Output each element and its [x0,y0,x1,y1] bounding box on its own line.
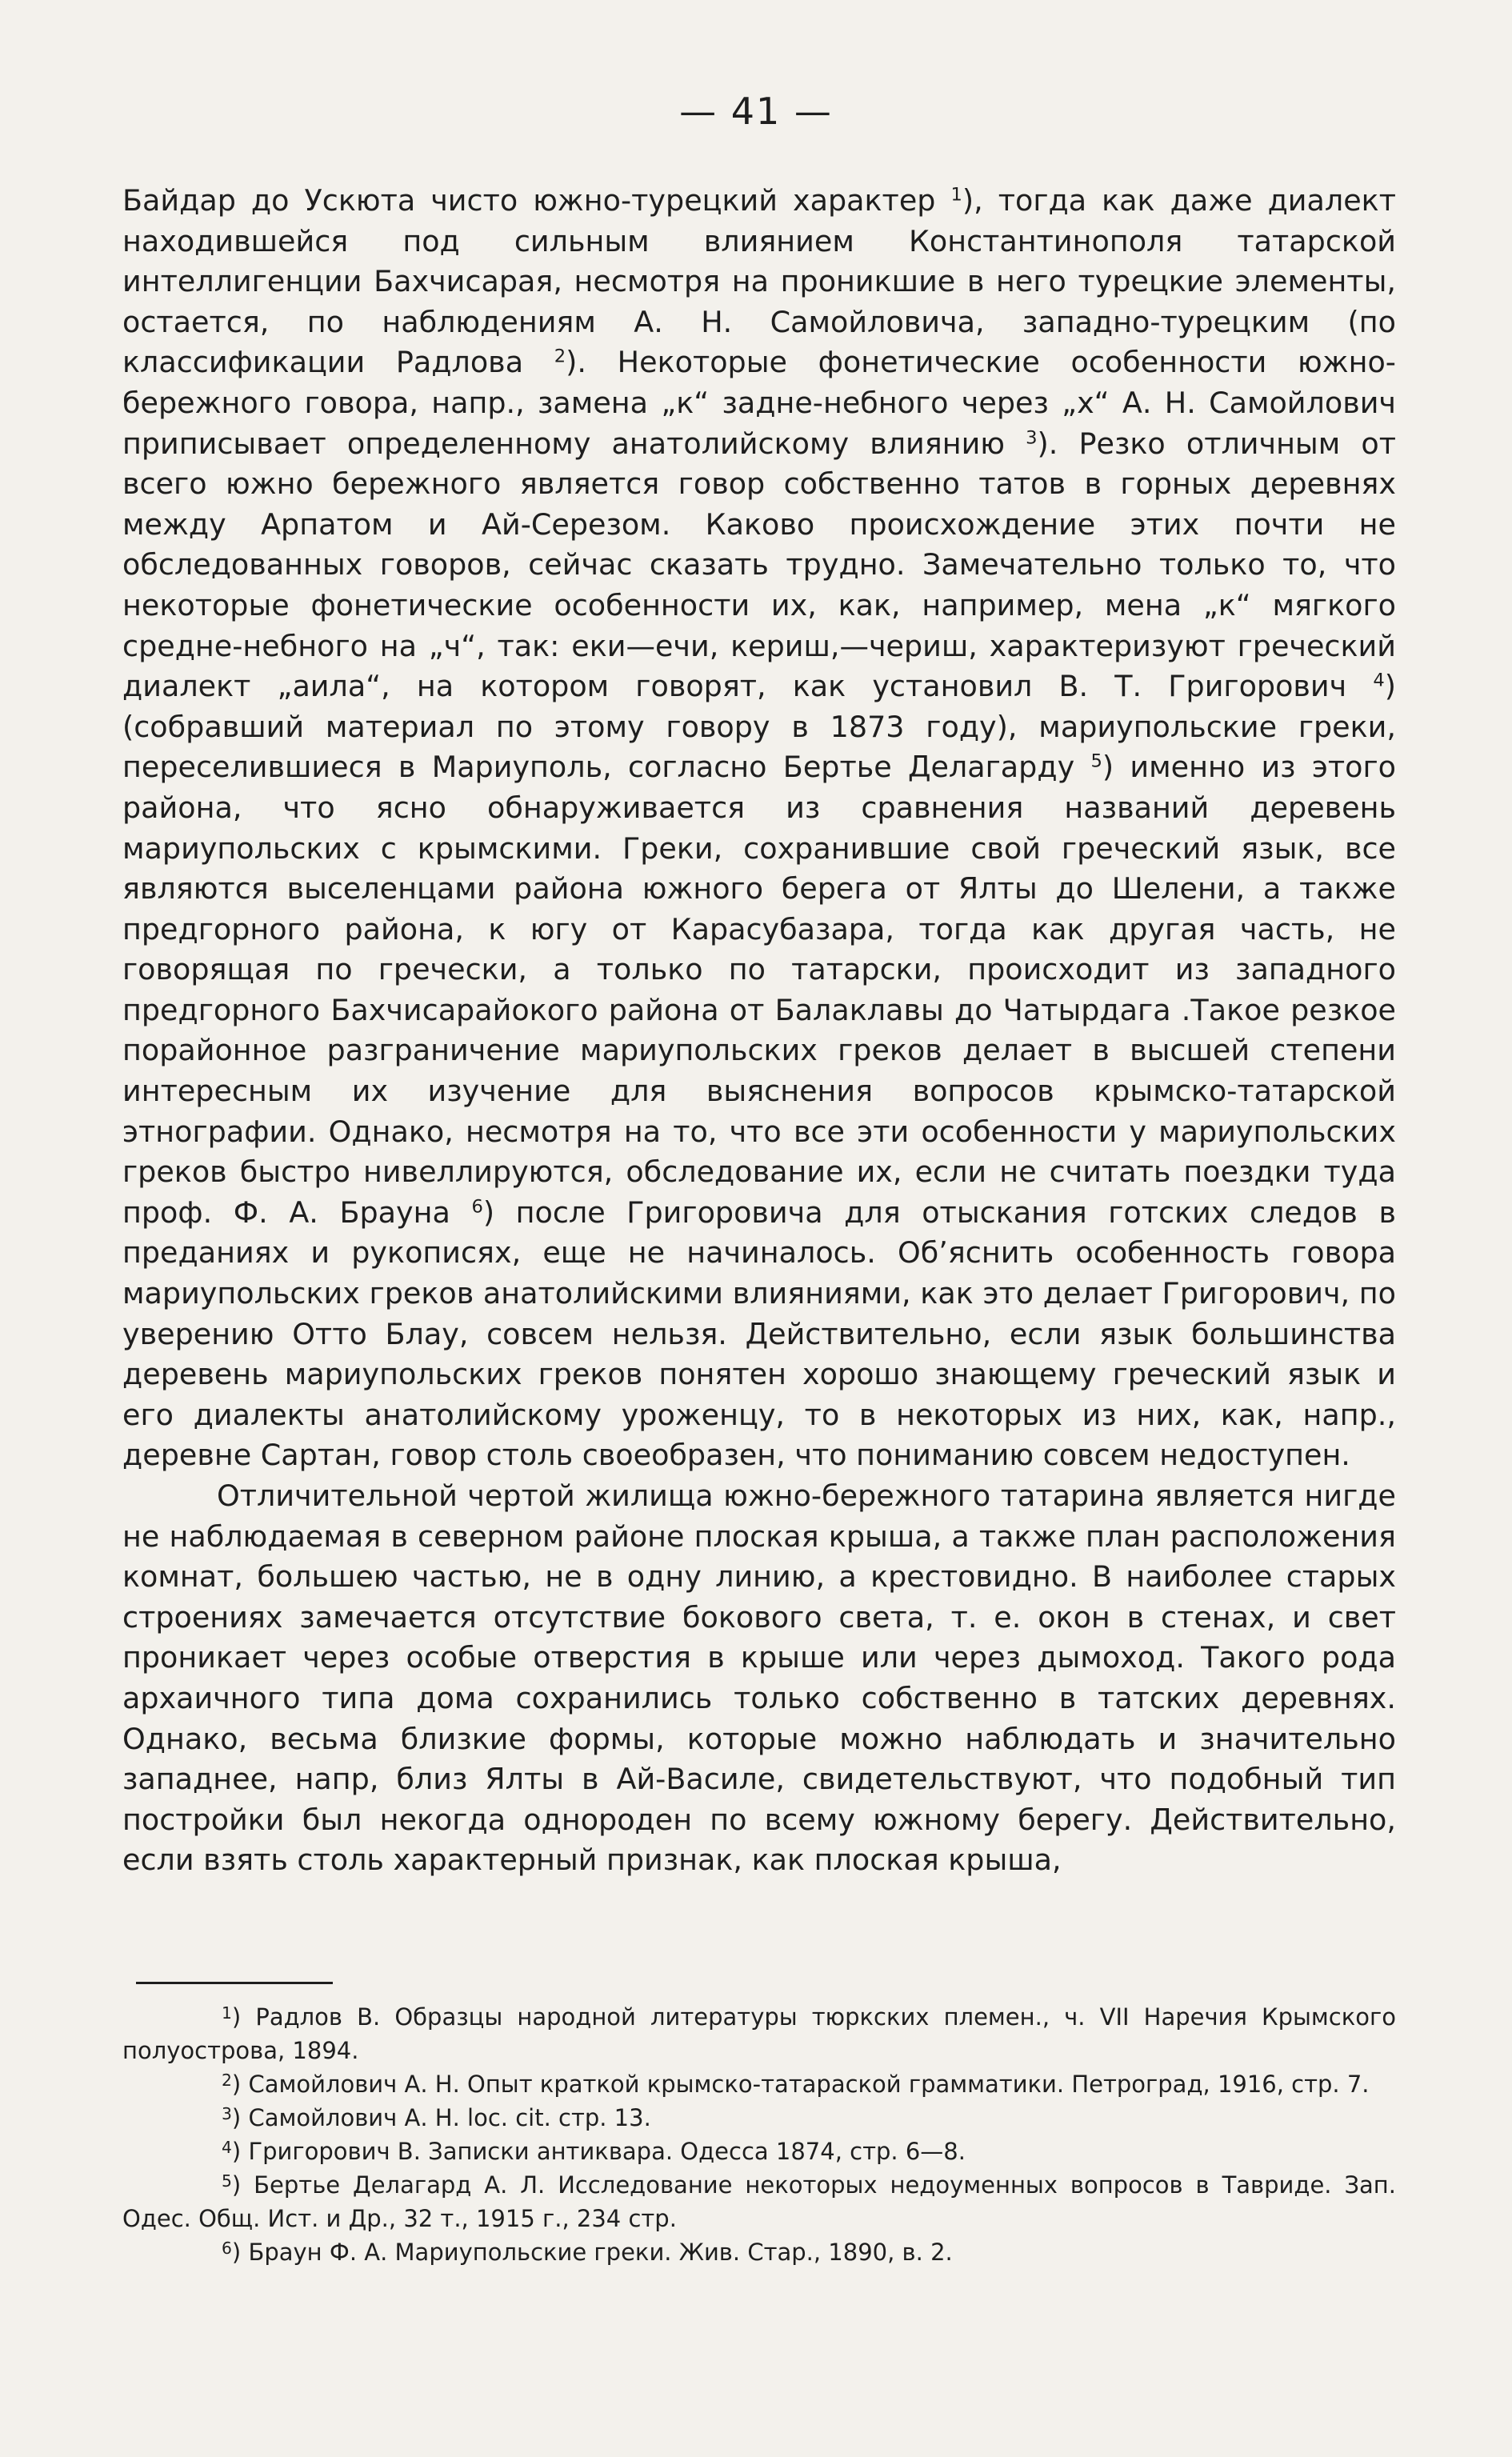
footnote-3 [122,2101,1396,2135]
footnote-text: ) Браун Ф. А. Мариупольские греки. Жив. Стар., 1890, в. 2. [231,2239,953,2266]
text-run: ) после Григоровича для отыскания готских следов в преданиях и рукописях, еще не начиналось. Об’яснить особенность говора мариупольских греков анатолийскими влияниями, как это делает Григорович, по уверению Отто Блау, совсем нельзя. Действительно, если язык большинства деревень мариупольских греков понятен хорошо знающему греческий язык и его диалекты анатолийскому уроженцу, то в некоторых из них, как, напр., деревне Сартан, говор столь своеобразен, что пониманию совсем недоступен. [122,1194,1397,1473]
footnote-ref-1: 1 [950,184,962,206]
footnote-mark: 3 [222,2103,232,2123]
footnote-mark: 6 [222,2238,232,2258]
footnote-text: ) Радлов В. Образцы народной литературы тюркских племен., ч. VII Наречия Крымского полуострова, 1894. [122,2003,1396,2064]
text-run: ). Резко отличным от всего южно бережного является говор собственно татов в горных деревнях между Арпатом и Ай-Серезом. Каково происхождение этих почти не обследованных говоров, сейчас сказать трудно. Замечательно только то, что некоторые фонетические особенности их, как, например, мена „к“ мягкого средне-небного на „ч“, так: еки—ечи, кериш,—чериш, характеризуют греческий диалект „аила“, на котором говорят, как установил В. Т. Григорович [122,426,1396,704]
footnote-mark: 4 [222,2137,232,2157]
footnote-mark: 5 [222,2171,232,2191]
footnote-6 [122,2235,1396,2269]
footnote-mark: 1 [222,2003,232,2023]
footnote-5 [122,2168,1396,2235]
footnote-text: ) Самойлович А. Н. Опыт краткой крымско-татараской грамматики. Петроград, 1916, стр. 7. [231,2071,1370,2098]
footnote-4 [122,2135,1396,2168]
footnote-mark: 2 [222,2070,232,2090]
footnote-ref-3: 3 [1026,427,1038,449]
footnote-text: ) Григорович В. Записки антиквара. Одесса 1874, стр. 6—8. [231,2138,966,2165]
text-run: ). Некоторые фонетические особенности южно-бережного говора, напр., замена „к“ задне-небного через „х“ А. Н. Самойлович приписывает определенному анатолийскому влиянию [122,345,1396,461]
paragraph-2: Отличительной чертой жилища южно-бережного татарина является нигде не наблюдаемая в северном районе плоская крыша, а также план расположения комнат, большею частью, не в одну линию, а крестовидно. В наиболее старых строениях замечается отсутствие бокового света, т. е. окон в стенах, и свет проникает через особые отверстия в крыше или через дымоход. Такого рода архаичного типа дома сохранились только собственно в татских деревнях. Однако, весьма близкие формы, которые можно наблюдать и значительно западнее, напр, близ Ялты в Ай-Василе, свидетельствуют, что подобный тип постройки был некогда однороден по всему южному берегу. Действительно, если взять столь характерный признак, как плоская крыша, [122,1479,1396,1878]
text-run: Байдар до Ускюта чисто южно-турецкий характер [122,183,951,218]
footnote-divider [136,1982,333,1984]
text-run: ) (собравший материал по этому говору в 1873 году), мариупольские греки, переселившиеся в Мариуполь, согласно Бертье Делагарду [122,669,1396,785]
footnote-ref-2: 2 [554,346,566,367]
footnote-1 [122,2000,1396,2067]
footnote-2 [122,2067,1396,2101]
paragraph-1 [122,181,1396,1476]
page-number: — 41 — [679,90,833,133]
footnote-ref-4: 4 [1373,670,1385,691]
footnote-text: ) Самойлович А. Н. loc. cit. стр. 13. [231,2104,651,2131]
text-run: ) именно из этого района, что ясно обнаруживается из сравнения названий деревень мариупольских с крымскими. Греки, сохранившие свой греческий язык, все являются выселенцами района южного берега от Ялты до Шелени, а также предгорного района, к югу от Карасубазара, тогда как другая часть, не говорящая по гречески, а только по татарски, происходит из западного предгорного Бахчисарайокого района от Балаклавы до Чатырдага .Такое резкое порайонное разграничение мариупольских греков делает в высшей степени интересным их изучение для выяснения вопросов крымско-татарской этнографии. Однако, несмотря на то, что все эти особенности у мариупольских греков быстро нивеллируются, обследование их, если не считать поездки туда проф. Ф. А. Брауна [122,750,1396,1230]
main-text [122,181,1396,1881]
footnote-text: ) Бертье Делагард А. Л. Исследование некоторых недоуменных вопросов в Тавриде. Зап. Одес. Общ. Ист. и Др., 32 т., 1915 г., 234 стр. [122,2171,1396,2232]
footnote-ref-5: 5 [1090,750,1102,772]
text-run: ), тогда как даже диалект находившейся под сильным влиянием Константинополя татарской интеллигенции Бахчисарая, несмотря на проникшие в него турецкие элементы, остается, по наблюдениям А. Н. Самойловича, западно-турецким (по классификации Радлова [122,183,1396,380]
footnote-ref-6: 6 [471,1196,483,1218]
footnotes [122,2000,1396,2269]
